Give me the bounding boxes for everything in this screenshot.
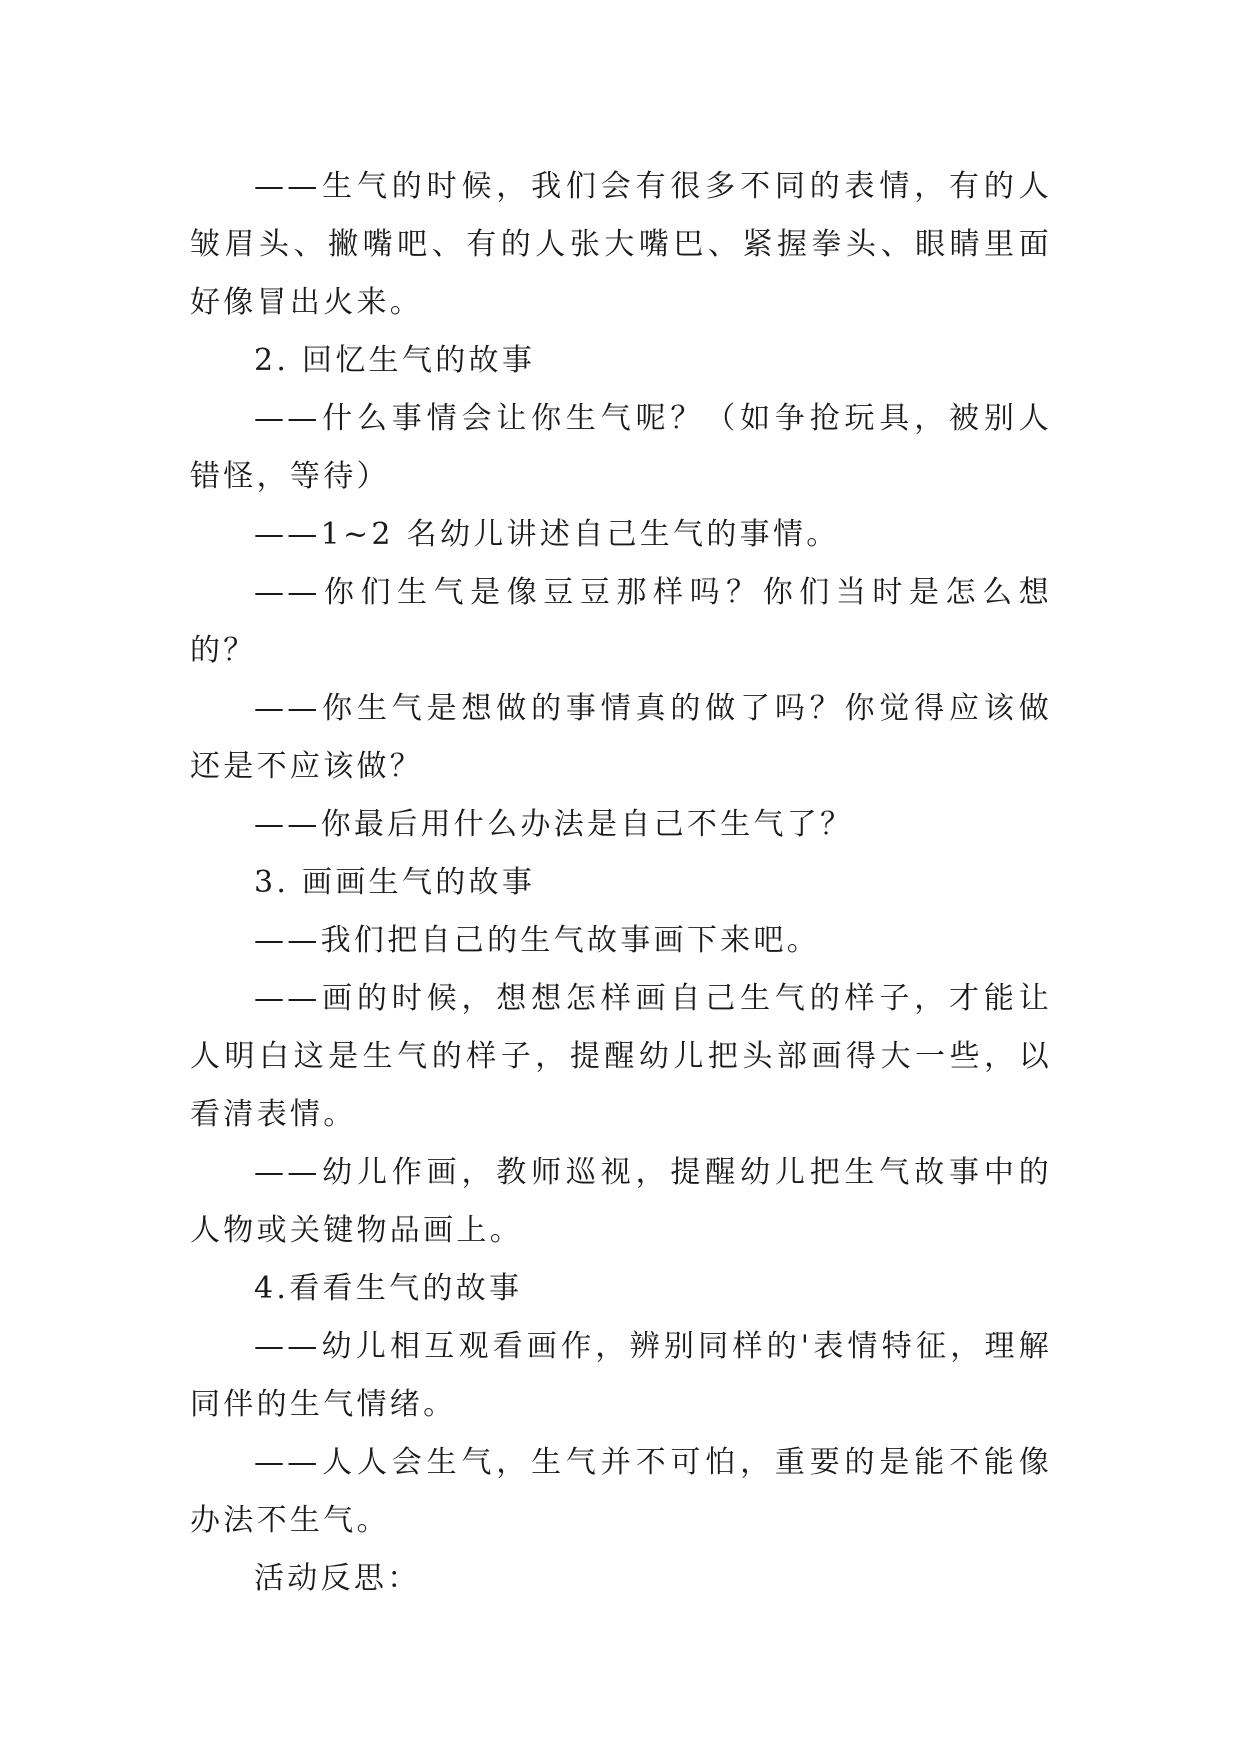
paragraph-like-doudou: ——你们生气是像豆豆那样吗？你们当时是怎么想的？ [190, 575, 1052, 668]
paragraph-draw-face: ——画的时候，想想怎样画自己生气的样子，才能让人明白这是生气的样子，提醒幼儿把头部画得大一些，以看清表情。 [190, 981, 1052, 1132]
paragraph-draw-it: ——我们把自己的生气故事画下来吧。 [254, 923, 821, 958]
paragraph-view-artwork: ——幼儿相互观看画作，辨别同样的'表情特征，理解同伴的生气情绪。 [190, 1329, 1052, 1422]
paragraph-everyone-angry: ——人人会生气，生气并不可怕，重要的是能不能像办法不生气。 [190, 1445, 1052, 1538]
paragraph-calm-method: ——你最后用什么办法是自己不生气了？ [254, 807, 854, 842]
paragraph-should-do: ——你生气是想做的事情真的做了吗？你觉得应该做还是不应该做？ [190, 691, 1052, 784]
section-heading-draw-story: 3. 画画生气的故事 [254, 865, 536, 900]
section-heading-view-story: 4.看看生气的故事 [254, 1271, 523, 1306]
paragraph-angry-expressions: ——生气的时候，我们会有很多不同的表情，有的人皱眉头、撇嘴吧、有的人张大嘴巴、紧握拳头、眼睛里面好像冒出火来。 [190, 169, 1052, 320]
paragraph-children-tell: ——1~2 名幼儿讲述自己生气的事情。 [254, 517, 840, 552]
paragraph-what-makes-angry: ——什么事情会让你生气呢？（如争抢玩具，被别人错怪，等待） [190, 401, 1052, 494]
section-heading-reflection: 活动反思： [254, 1561, 421, 1596]
section-heading-recall-story: 2. 回忆生气的故事 [254, 343, 536, 378]
document-page [190, 158, 1052, 1608]
paragraph-children-draw: ——幼儿作画，教师巡视，提醒幼儿把生气故事中的人物或关键物品画上。 [190, 1155, 1052, 1248]
